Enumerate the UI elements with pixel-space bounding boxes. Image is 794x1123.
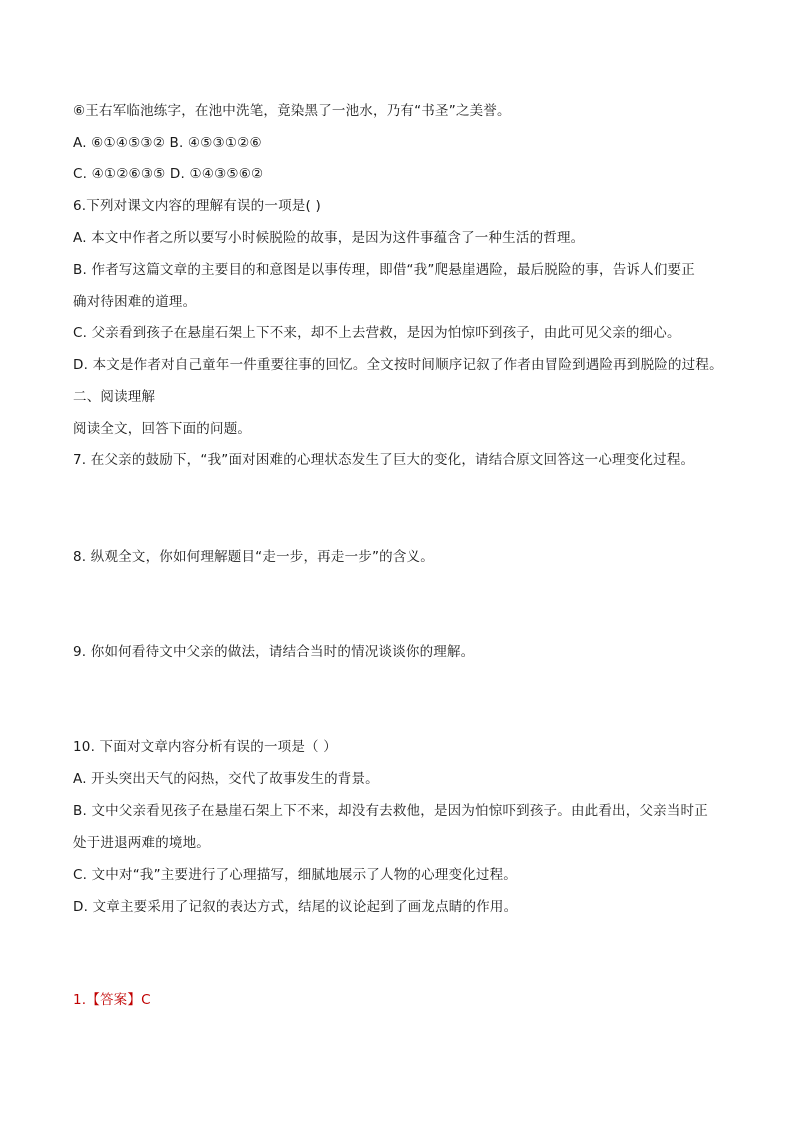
- instruction: 阅读全文，回答下面的问题。: [73, 421, 252, 437]
- question-10: 10. 下面对文章内容分析有误的一项是（ ）: [73, 739, 337, 755]
- option-line: C. 父亲看到孩子在悬崖石架上下不来，却不上去营救，是因为怕惊吓到孩子，由此可见父亲的细心。: [73, 325, 681, 341]
- option-line: C. 文中对“我”主要进行了心理描写，细腻地展示了人物的心理变化过程。: [73, 867, 517, 883]
- option-line: C. ④①②⑥③⑤ D. ①④③⑤⑥②: [73, 166, 264, 182]
- option-line: B. 文中父亲看见孩子在悬崖石架上下不来，却没有去救他，是因为怕惊吓到孩子。由此看出，父亲当时正: [73, 803, 708, 819]
- question-9: 9. 你如何看待文中父亲的做法，请结合当时的情况谈谈你的理解。: [73, 644, 475, 660]
- question-8: 8. 纵观全文，你如何理解题目“走一步，再走一步”的含义。: [73, 549, 434, 565]
- option-line: A. ⑥①④⑤③② B. ④⑤③①②⑥: [73, 135, 262, 151]
- option-line-cont: 确对待困难的道理。: [73, 294, 197, 310]
- answer-line: 1.【答案】C: [73, 992, 151, 1008]
- text-line: ⑥王右军临池练字，在池中洗笔，竟染黑了一池水，乃有“书圣”之美誉。: [73, 103, 511, 119]
- option-line: D. 本文是作者对自己童年一件重要往事的回忆。全文按时间顺序记叙了作者由冒险到遇险再到脱险的过程。: [73, 357, 723, 373]
- option-line: A. 开头突出天气的闷热，交代了故事发生的背景。: [73, 771, 379, 787]
- question-7: 7. 在父亲的鼓励下，“我”面对困难的心理状态发生了巨大的变化，请结合原文回答这一心理变化过程。: [73, 452, 695, 468]
- option-line: A. 本文中作者之所以要写小时候脱险的故事，是因为这件事蕴含了一种生活的哲理。: [73, 230, 585, 246]
- section-heading: 二、阅读理解: [73, 389, 156, 405]
- option-line: B. 作者写这篇文章的主要目的和意图是以事传理，即借“我”爬悬崖遇险，最后脱险的事，告诉人们要正: [73, 262, 695, 278]
- option-line-cont: 处于进退两难的境地。: [73, 835, 210, 851]
- question-6: 6.下列对课文内容的理解有误的一项是( ): [73, 198, 321, 214]
- option-line: D. 文章主要采用了记叙的表达方式，结尾的议论起到了画龙点睛的作用。: [73, 899, 518, 915]
